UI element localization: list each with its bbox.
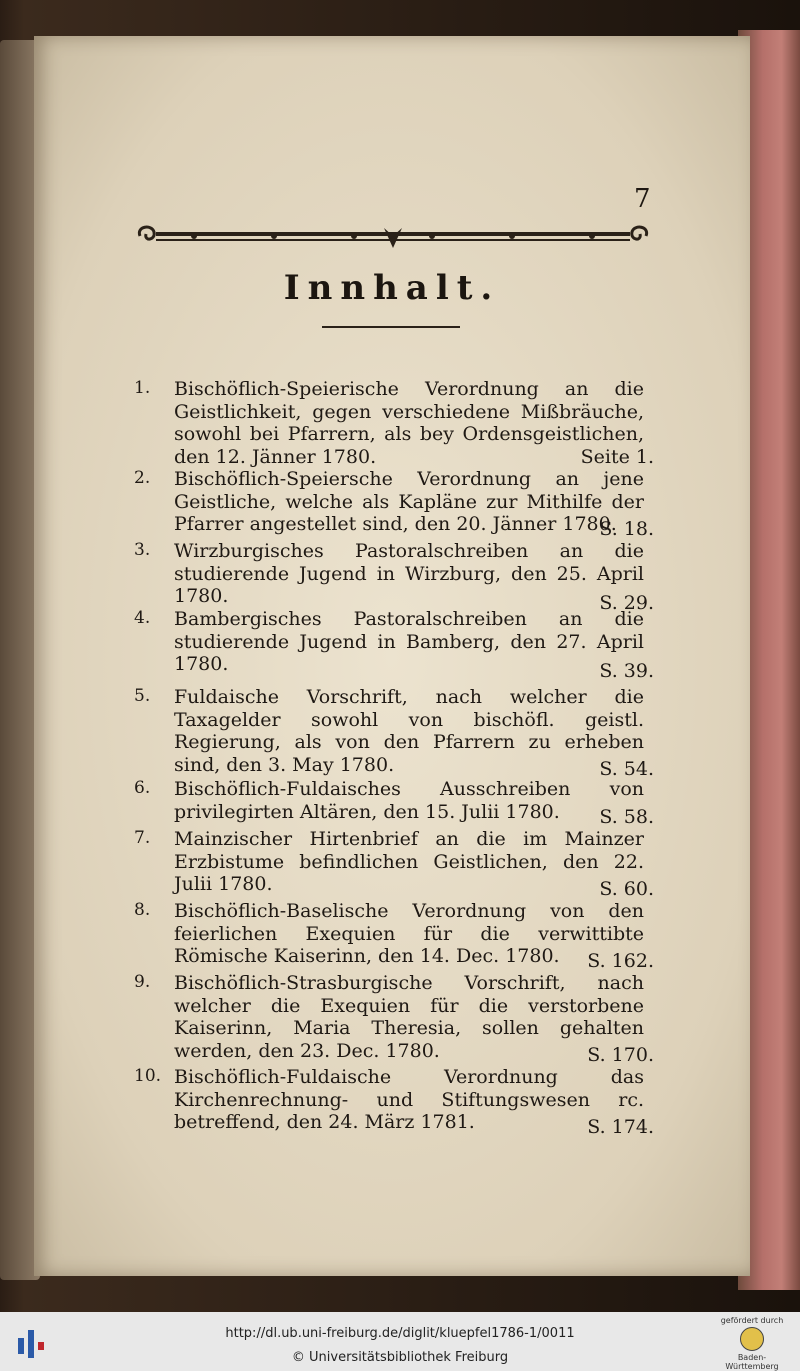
entry-text: Bischöflich-Fuldaische Verordnung das Kirchenrechnung- und Stiftungswesen rc. betreffend, den 24. März 1781. xyxy=(174,1066,644,1133)
viewer-footer xyxy=(0,1312,800,1371)
ornament-divider xyxy=(134,218,652,254)
sponsor-badge[interactable] xyxy=(712,1316,792,1371)
entry-number: 3. xyxy=(134,540,151,560)
entry-page: S. 58. xyxy=(599,806,654,828)
entry-number: 7. xyxy=(134,828,151,848)
entry-number: 6. xyxy=(134,778,151,798)
coat-of-arms-icon xyxy=(740,1327,764,1351)
entry-page: S. 39. xyxy=(599,660,654,682)
entry-text: Bischöflich-Fuldaisches Ausschreiben von privilegirten Altären, den 15. Julii 1780. xyxy=(174,778,644,823)
entry-number: 9. xyxy=(134,972,151,992)
entry-text: Bischöflich-Speierische Verordnung an die Geistlichkeit, gegen verschiedene Mißbräuche, sowohl bei Pfarrern, als bey Ordensgeistlichen, den 12. Jänner 1780. xyxy=(174,378,644,468)
entry-page: S. 18. xyxy=(599,518,654,540)
entry-page: S. 29. xyxy=(599,592,654,614)
entry-number: 8. xyxy=(134,900,151,920)
document-url-link[interactable]: http://dl.ub.uni-freiburg.de/diglit/kluepfel1786-1/0011 xyxy=(225,1326,575,1341)
page-title: Innhalt. xyxy=(283,268,501,308)
entry-number: 2. xyxy=(134,468,151,488)
entry-text: Bambergisches Pastoralschreiben an die studierende Jugend in Bamberg, den 27. April 1780. xyxy=(174,608,644,675)
entry-text: Wirzburgisches Pastoralschreiben an die studierende Jugend in Wirzburg, den 25. April 1780. xyxy=(174,540,644,607)
page-number: 7 xyxy=(634,184,651,214)
sponsor-name: Baden-Württemberg xyxy=(725,1353,779,1371)
book-page xyxy=(34,36,750,1276)
entry-number: 4. xyxy=(134,608,151,628)
entry-text: Bischöflich-Speiersche Verordnung an jene Geistliche, welche als Kapläne zur Mithilfe der Pfarrer angestellet sind, den 20. Jänner 1780. xyxy=(174,468,644,535)
entry-number: 5. xyxy=(134,686,151,706)
entry-number: 1. xyxy=(134,378,151,398)
entry-page: S. 162. xyxy=(587,950,654,972)
sponsor-caption: gefördert durch xyxy=(720,1316,784,1325)
entry-text: Bischöflich-Baselische Verordnung von den feierlichen Exequien für die verwittibte Römische Kaiserinn, den 14. Dec. 1780. xyxy=(174,900,644,967)
copyright-text: © Universitätsbibliothek Freiburg xyxy=(291,1350,509,1365)
entry-text: Bischöflich-Strasburgische Vorschrift, nach welcher die Exequien für die verstorbene Kaiserinn, Maria Theresia, sollen gehalten werden, den 23. Dec. 1780. xyxy=(174,972,644,1062)
entry-page: S. 174. xyxy=(587,1116,654,1138)
entry-page: S. 170. xyxy=(587,1044,654,1066)
entry-page: S. 60. xyxy=(599,878,654,900)
entry-text: Fuldaische Vorschrift, nach welcher die Taxagelder sowohl von bischöfl. geistl. Regierung, als von den Pfarrern zu erheben sind, den 3. May 1780. xyxy=(174,686,644,776)
title-underline xyxy=(322,326,460,328)
entry-text: Mainzischer Hirtenbrief an die im Mainzer Erzbistume befindlichen Geistlichen, den 22. Julii 1780. xyxy=(174,828,644,895)
entry-number: 10. xyxy=(134,1066,162,1086)
entry-page: S. 54. xyxy=(599,758,654,780)
entry-page: Seite 1. xyxy=(580,446,654,468)
